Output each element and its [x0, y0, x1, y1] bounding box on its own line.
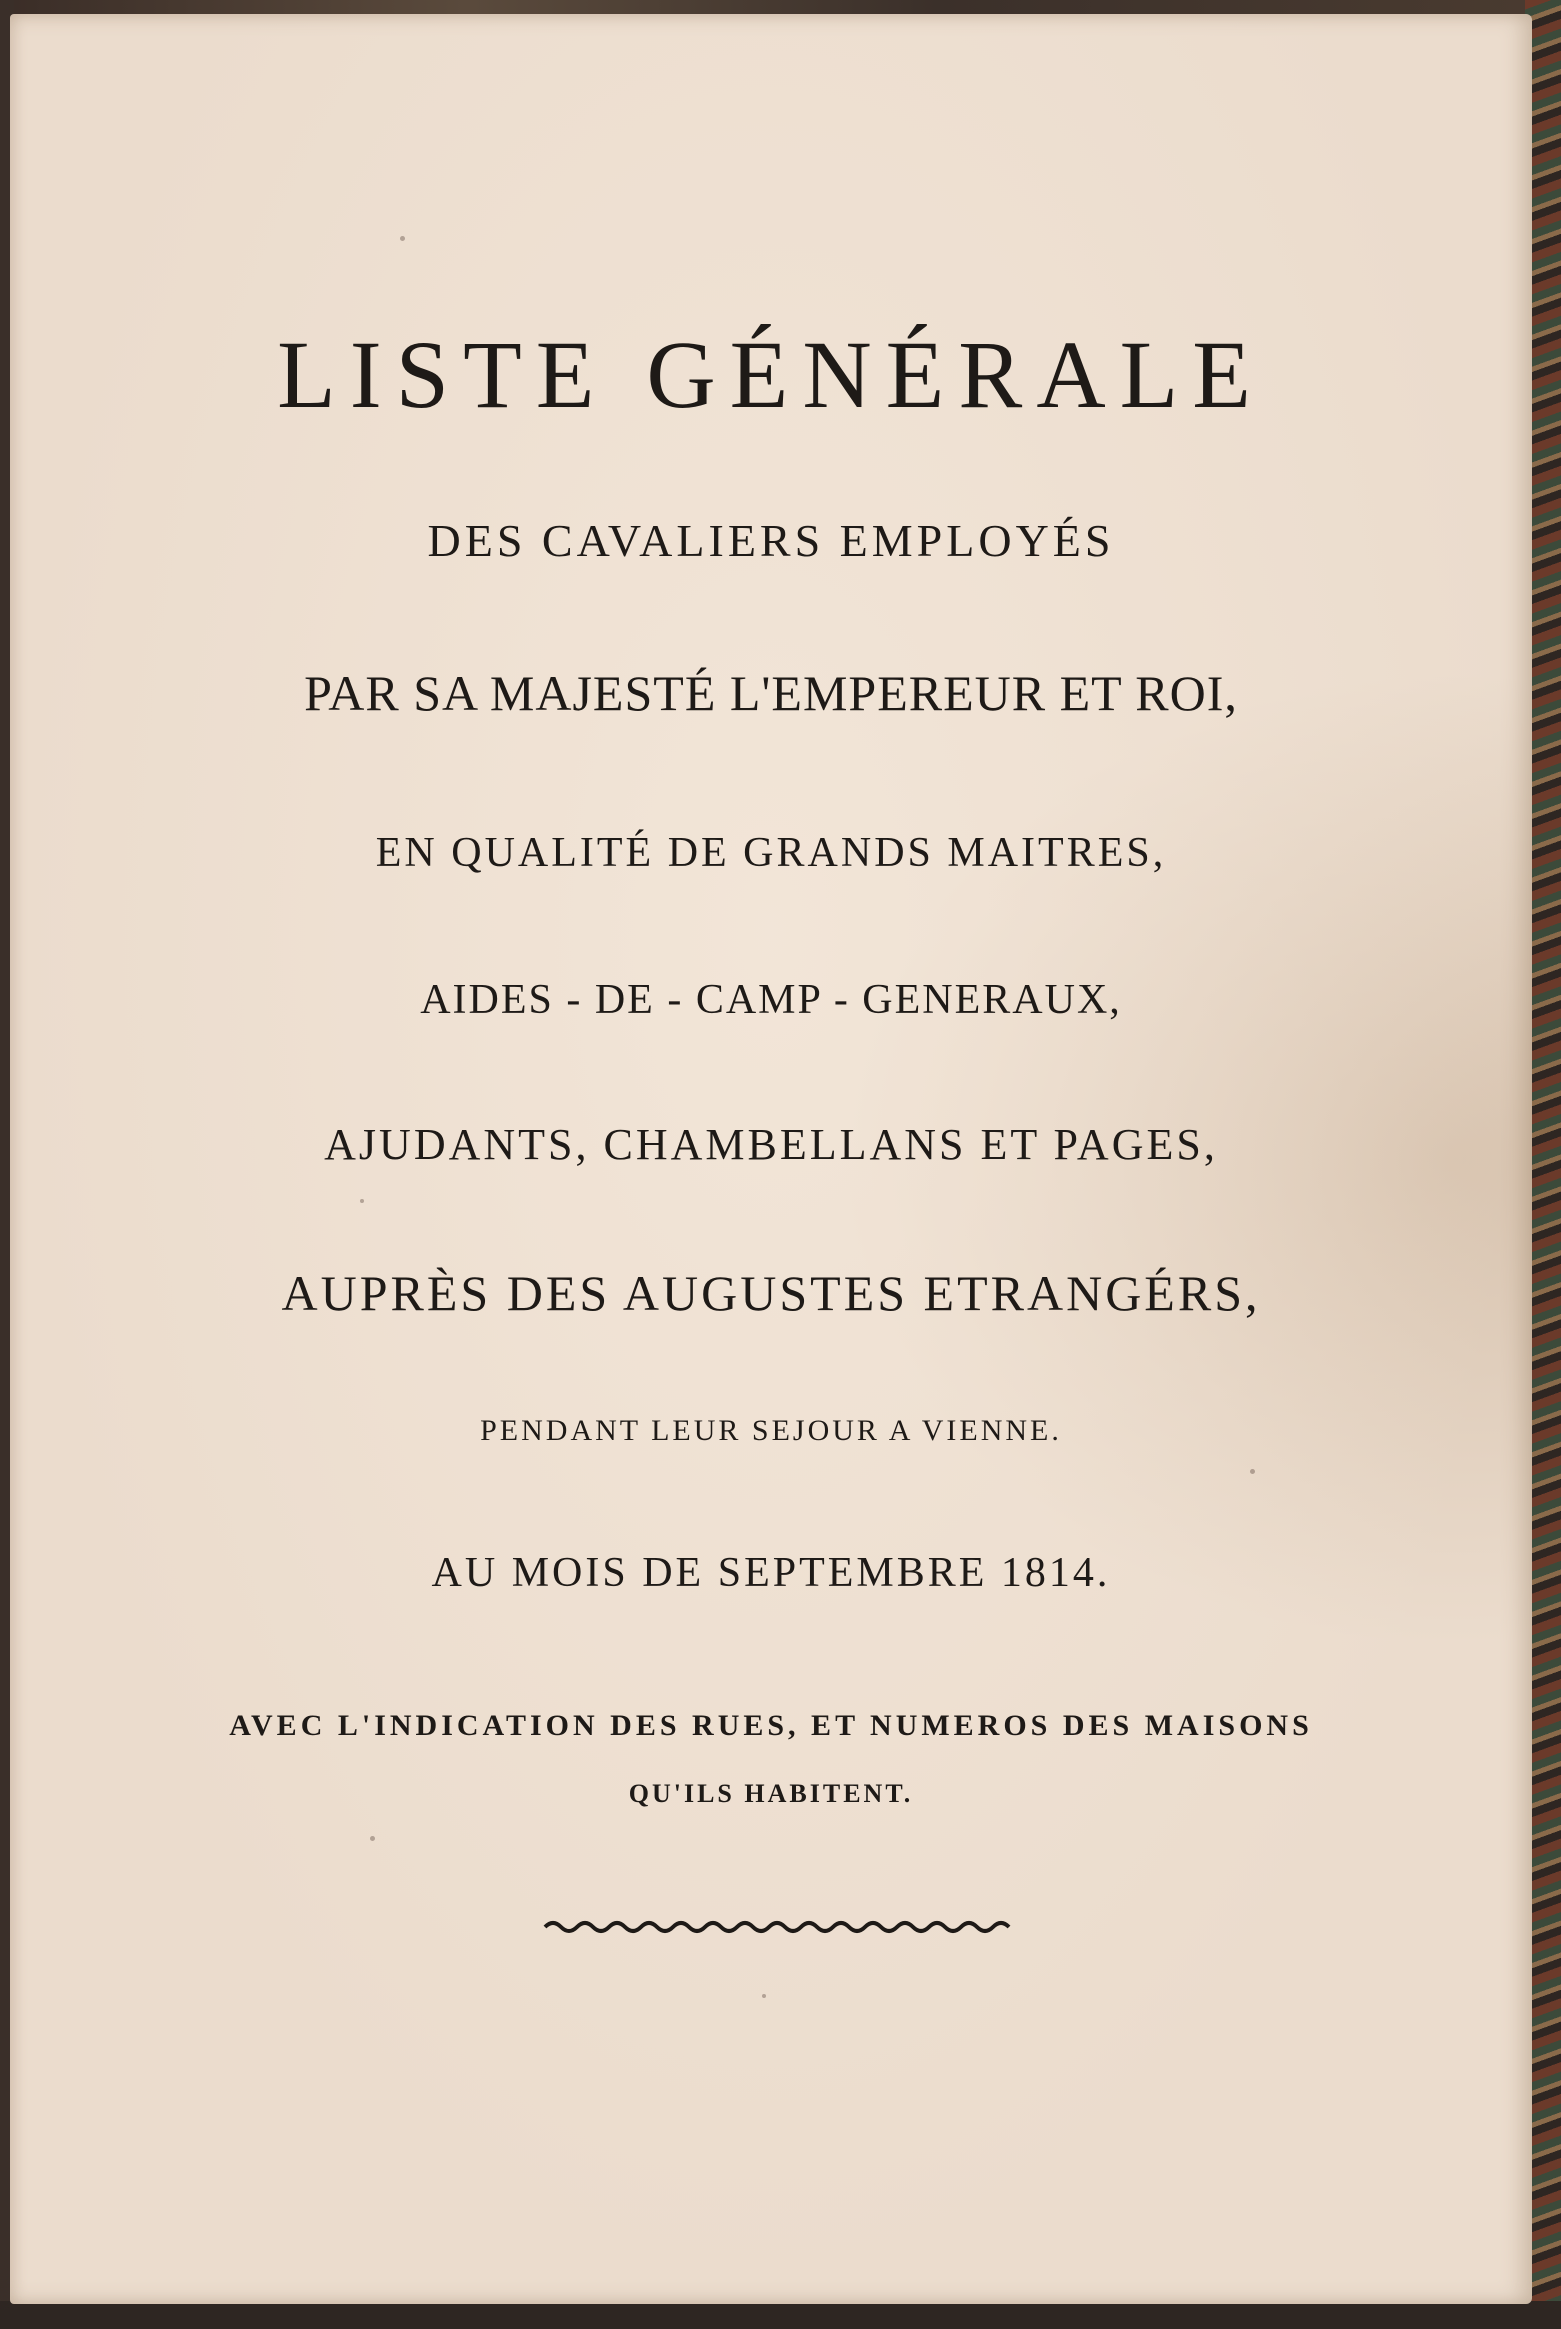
decorative-rule-icon	[540, 1914, 1030, 1936]
date-line: AU MOIS DE SEPTEMBRE 1814.	[431, 1550, 1111, 1596]
page-title: LISTE GÉNÉRALE	[277, 321, 1265, 428]
paper-spot	[1250, 1469, 1255, 1474]
book-binding-bottom	[0, 2301, 1561, 2329]
paper-spot	[400, 236, 405, 241]
subtitle-line-5: AJUDANTS, CHAMBELLANS ET PAGES,	[324, 1120, 1218, 1169]
paper-spot	[762, 1994, 766, 1998]
subtitle-line-4: AIDES - DE - CAMP - GENERAUX,	[420, 977, 1122, 1023]
subtitle-line-2: PAR SA MAJESTÉ L'EMPEREUR ET ROI,	[304, 665, 1238, 721]
note-line-1: AVEC L'INDICATION DES RUES, ET NUMEROS DES MAISONS	[229, 1709, 1313, 1742]
subtitle-line-3: EN QUALITÉ DE GRANDS MAITRES,	[375, 830, 1167, 876]
subtitle-line-1: DES CAVALIERS EMPLOYÉS	[427, 515, 1115, 566]
subtitle-line-7: PENDANT LEUR SEJOUR A VIENNE.	[480, 1414, 1062, 1447]
paper-spot	[360, 1199, 364, 1203]
title-page	[10, 14, 1532, 2304]
subtitle-line-6: AUPRÈS DES AUGUSTES ETRANGÉRS,	[281, 1265, 1261, 1321]
note-line-2: QU'ILS HABITENT.	[628, 1779, 914, 1808]
paper-spot	[370, 1836, 375, 1841]
